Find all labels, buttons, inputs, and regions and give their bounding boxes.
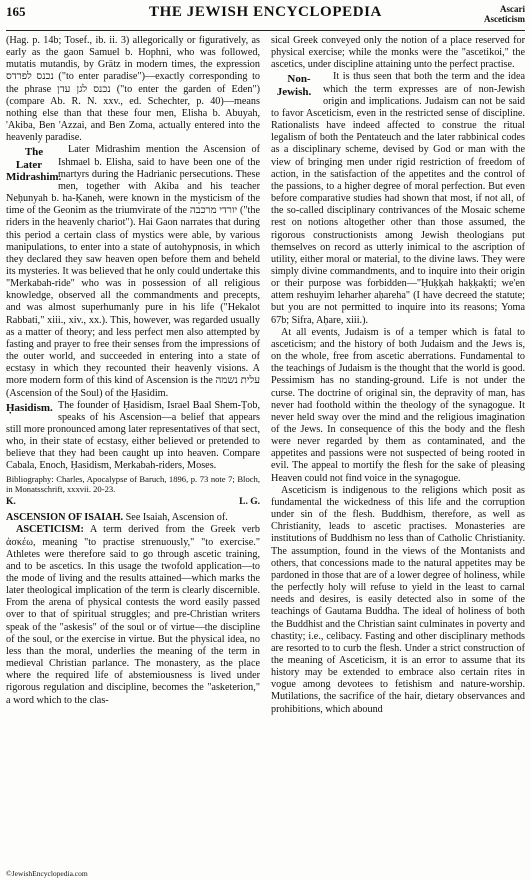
paragraph: At all events, Judaism is of a temper which is fatal to asceticism; and the history of both Judaism and the Jews is, on the whole, free from ascetic aberrations. Fundamental to the teachings of Judaism is the thought that the world is good. Pessimism has no standing-ground. Life is not under the curse. The doctrine of original sin, the depravity of man, has never had foothold within the theology of the synagogue. It never held sway over the mind and the religious imagination of the Jews. In consequence of this the body and the flesh were never regarded by them as contaminated, and the appetites and passions were not suspected of being rooted in evil. The appeal to mortify the flesh for the sake of pleasing Heaven could not find voice in the synagogue. (271, 326, 525, 484)
entry-title: ASCENSION OF ISAIAH. (6, 512, 124, 524)
page-number: 165 (6, 4, 26, 19)
entry-text: A term derived from the Greek verb ἀσκέω, meaning "to practise strenuously," "to exercise." Athletes were therefore said to go through ascetic training, and to be ascetics. In this usage the twofold application—to the mode of living and the results attained—which marks the later theological implication of the term is clearly discernible. From the arena of physical contests the word easily passed over to that of spiritual struggles; and pre-Christian writers speak of the "askesis" of the soul or of virtue—the discipline of the soul, or the exercise in virtue. But the physical idea, no less than the moral, underlies the meaning of the term in medieval Christian parlance. The monastery, as the place where the required life of abstemiousness is lived under rigorous regulation and discipline, becomes the "asketerion," a word which to the clas- (6, 524, 260, 706)
catchwords (465, 4, 525, 24)
paragraph (271, 71, 525, 326)
catchword-first: Ascari (500, 4, 525, 14)
running-title: THE JEWISH ENCYCLOPEDIA (148, 4, 382, 20)
paragraph-text: It is thus seen that both the term and the idea which the term expresses are of non-Jewish origin and implications. Judaism can not be said to favor Asceticism, even in the restricted sense of discipline. Rationalists have indeed affected to construe the ritual legalism of both the Pentateuch and the later rabbinical codes as a disciplinary scheme, devised by God or man with the view of bringing men under rigid restriction of freedom of action, in the satisfaction of the appetites and the control of the passions, to a higher degree of moral perfection. But even before comparative studies had shown that most, if not all, of the so-called disciplinary contrivances of the Mosaic scheme rest on notions altogether other than those assumed, the rigorous constructionists among Jewish theologians put themselves on record as utterly inimical to the ascription of utility, either moral or material, to the divine laws. They were simply divine commandments, and to inquire into their origin or their purpose was forbidden—"Ḥuḳḳah haḳḳaḳti; we'en attem reshuyim leharher aḥareha" (I have decreed the statute; but you are not permitted to inquire into its reasons; Yoma 67b; Sifra, Aḥare, xiii.). (271, 71, 525, 326)
copyright-footer: ©JewishEncyclopedia.com (6, 869, 88, 878)
side-heading: Ḥasidism. (6, 401, 53, 414)
entry (6, 524, 260, 706)
side-heading: The Later Midrashim. (6, 146, 62, 184)
paragraph (6, 400, 260, 473)
side-heading: Non-Jewish. (276, 73, 312, 98)
text-columns (6, 35, 525, 873)
signature-right: L. G. (239, 497, 260, 508)
paragraph: sical Greek conveyed only the notion of a place reserved for physical exercise; while the monks were the "ascetikoi," the ascetics, under discipline attaining unto the perfect practise. (271, 35, 525, 71)
entry-title: ASCETICISM: (16, 524, 84, 536)
paragraph-text: The founder of Ḥasidism, Israel Baal Shem-Ṭob, speaks of his Ascension—a belief that appears still more pronounced among later representatives of that sect, who, in their state of ecstasy, either believed or pretended to believe that they had been caught up into heaven. Compare Cabala, Enoch, Ḥasidism, Merkabah-riders, Moses. (6, 399, 260, 472)
entry-text: See Isaiah, Ascension of. (123, 512, 228, 524)
right-column (271, 35, 525, 873)
catchword-last: Asceticism (484, 14, 525, 24)
entry (6, 512, 260, 524)
paragraph-text: Later Midrashim mention the Ascension of Ishmael b. Elisha, said to have been one of the martyrs during the Hadrianic persecutions. These men, together with Akiba and his teacher Neḥunyah b. ha-Ḳaneh, were known in the mysticism of the time of the Geonim as the triumvirate of the יורדי מרכבה ("the riders in the heavenly chariot"). Hai Gaon narrates that during this period a certain class of mystics were able, by various manipulations, to enter into a state of autohypnosis, in which they declared they saw heaven open before them and beheld its mysteries. It was believed that he only could undertake this "Merkabah-ride" who was in possession of all religious knowledge, observed all the commandments and precepts, and was almost superhumanly pure in his life ("Hekalot Rabbati," xiii., xiv., xx.). This, however, was regarded usually as a matter of theory; and less perfect men also attempted by fasting and prayer to free their senses from the impressions of the outer world, and succeeded in entering into a state of ecstasy in which they recounted their heavenly visions. A more modern form of this kind of Ascension is the עלית נשמה (Ascension of the Soul) of the Ḥasidim. (6, 144, 260, 399)
paragraph: (Hag. p. 14b; Tosef., ib. ii. 3) allegorically or figuratively, as early as the gaon Samuel b. Hophni, who was followed, mutatis mutandis, by Grätz in modern times, the expression נכנס לפרדס ("to enter paradise")—exactly corresponding to the phrase נכנס לגן עדן ("to enter the garden of Eden") (compare Ab. R. N. xxv., ed. Schechter, p. 40)—means nothing else than that these four men, Elisha b. Abuyah, 'Akiba, Ben 'Azzai, and Ben Zoma, actually entered into the heavenly paradise. (6, 35, 260, 144)
paragraph: Asceticism is indigenous to the religions which posit as fundamental the wickedness of this life and the corruption under sin of the flesh. Buddhism, therefore, as well as Christianity, leads to ascetic practises. Monasteries are institutions of Buddhism no less than of Catholic Christianity. The assumption, found in the views of the Montanists and others, that concessions made to the natural appetites may be pardoned in those that are of a lower degree of holiness, while the perfectly holy will refuse to yield in the least to carnal needs and desires, is easily detected also in some of the teachings of Gautama Buddha. The ideal of holiness of both the Buddhist and the Christian saint culminates in poverty and chastity; i.e., celibacy. Fasting and other disciplinary methods are resorted to to curb the flesh. Under a strict construction of the meaning of Asceticism, it is an error to assume that its history may be extended to embrace also certain rites in vogue among devotees to fetishism and nature-worship. Mutilations, the sacrifice of the hair, dietary observances and prohibitions, which abound (271, 484, 525, 715)
signature-line (6, 496, 260, 508)
bibliography: Bibliography: Charles, Apocalypse of Baruch, 1896, p. 73 note 7; Bloch, in Monatsschrift, xxxvii. 20-23. (6, 473, 260, 494)
paragraph (6, 144, 260, 399)
signature-left: K. (6, 497, 16, 508)
left-column (6, 35, 260, 873)
page-header (6, 4, 525, 31)
